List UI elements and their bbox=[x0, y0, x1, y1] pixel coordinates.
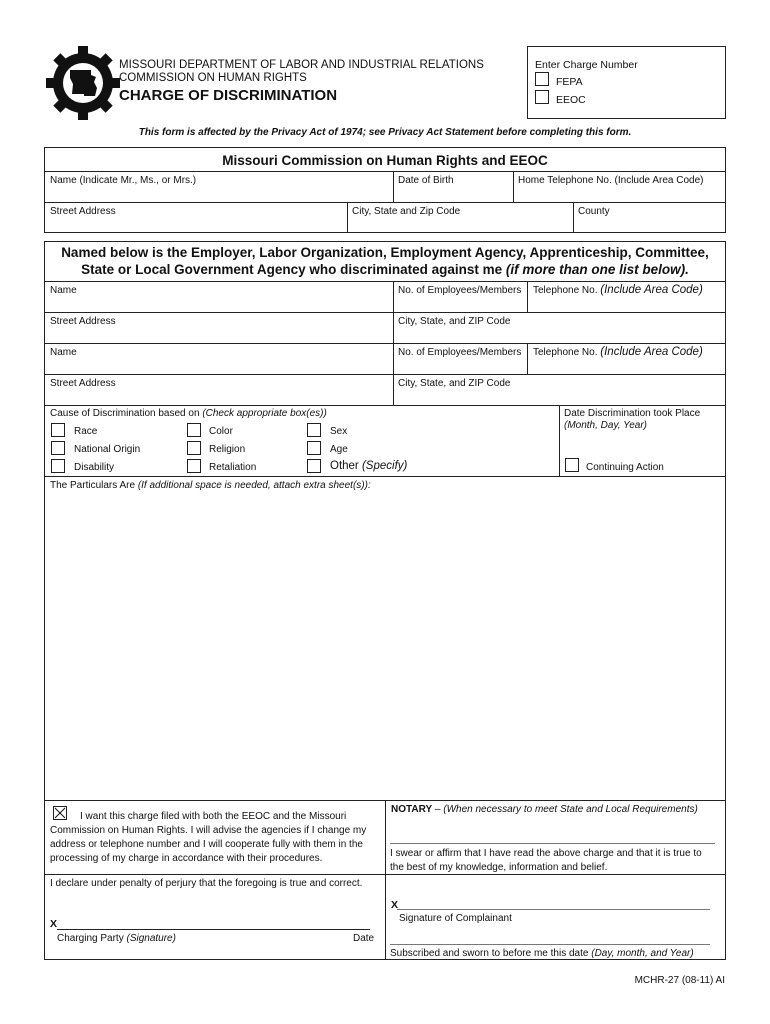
complainant-x: X bbox=[391, 899, 399, 911]
swear-line1: I swear or affirm that I have read the above charge and that it is true to bbox=[390, 848, 702, 859]
respondent-city-label: City, State, and ZIP Code bbox=[398, 378, 511, 389]
complainant-signature-label: Signature of Complainant bbox=[399, 913, 512, 924]
notary-label-bold: NOTARY bbox=[391, 804, 433, 815]
particulars-label-note: (If additional space is needed, attach extra sheet(s)): bbox=[137, 480, 371, 491]
employees-label: No. of Employees/Members bbox=[398, 347, 522, 358]
particulars-label bbox=[50, 480, 371, 491]
respondent-heading-line1: Named below is the Employer, Labor Organization, Employment Agency, Apprenticeship, Committee, bbox=[61, 245, 709, 260]
other-label-text: Other bbox=[330, 460, 362, 472]
dept-line1: MISSOURI DEPARTMENT OF LABOR AND INDUSTRIAL RELATIONS bbox=[119, 59, 484, 71]
home-phone-label: Home Telephone No. (Include Area Code) bbox=[518, 175, 704, 186]
county-label: County bbox=[578, 206, 610, 217]
respondent-phone-label bbox=[533, 284, 703, 296]
respondent-street-label: Street Address bbox=[50, 316, 116, 327]
complainant-section-title: Missouri Commission on Human Rights and EEOC bbox=[222, 153, 548, 168]
race-checkbox[interactable] bbox=[51, 423, 65, 437]
respondent-name-label: Name bbox=[50, 347, 77, 358]
disability-label: Disability bbox=[74, 462, 115, 473]
notary-label bbox=[391, 804, 698, 815]
charging-party-signature-line[interactable] bbox=[57, 929, 370, 930]
form-title: CHARGE OF DISCRIMINATION bbox=[119, 87, 338, 104]
notary-swear-text bbox=[390, 847, 722, 875]
respondent-phone-label-text: Telephone No. bbox=[533, 285, 601, 296]
dept-line2: COMMISSION ON HUMAN RIGHTS bbox=[119, 72, 307, 84]
complainant-name-label: Name (Indicate Mr., Ms., or Mrs.) bbox=[50, 175, 197, 186]
other-label bbox=[330, 460, 407, 472]
eeoc-label: EEOC bbox=[556, 94, 586, 106]
disability-checkbox[interactable] bbox=[51, 459, 65, 473]
subscribed-label-note: (Day, month, and Year) bbox=[591, 948, 694, 959]
other-label-note: (Specify) bbox=[361, 460, 408, 472]
signature-label-text: Charging Party bbox=[57, 933, 127, 944]
respondent-heading-line2-text: State or Local Government Agency who discriminated against me bbox=[81, 262, 506, 277]
employees-field-2[interactable] bbox=[394, 344, 526, 373]
fepa-checkbox[interactable] bbox=[535, 72, 549, 86]
certification-line1: I want this charge filed with both the EEOC and the Missouri bbox=[80, 811, 347, 822]
national-origin-checkbox[interactable] bbox=[51, 441, 65, 455]
complainant-city-label: City, State and Zip Code bbox=[352, 206, 461, 217]
respondent-phone-label-text: Telephone No. bbox=[533, 347, 601, 358]
date-of-birth-field[interactable] bbox=[394, 172, 512, 201]
retaliation-checkbox[interactable] bbox=[187, 459, 201, 473]
cause-label-text: Cause of Discrimination based on bbox=[50, 408, 203, 419]
continuing-action-label: Continuing Action bbox=[586, 462, 664, 473]
form-id: MCHR-27 (08-11) AI bbox=[634, 975, 725, 986]
certification-line4: processing of my charge in accordance with their procedures. bbox=[50, 853, 323, 864]
respondent-street-field-1[interactable] bbox=[45, 313, 392, 342]
respondent-phone-field-1[interactable] bbox=[528, 282, 725, 311]
employees-label: No. of Employees/Members bbox=[398, 285, 522, 296]
employees-field-1[interactable] bbox=[394, 282, 526, 311]
particulars-label-text: The Particulars Are bbox=[50, 480, 138, 491]
religion-label: Religion bbox=[209, 444, 246, 455]
swear-line2: the best of my knowledge, information and belief. bbox=[390, 862, 608, 873]
charge-number-label: Enter Charge Number bbox=[535, 59, 638, 71]
sex-label: Sex bbox=[330, 426, 348, 437]
respondent-city-label: City, State, and ZIP Code bbox=[398, 316, 511, 327]
complainant-signature-line[interactable] bbox=[397, 909, 710, 910]
respondent-name-field-2[interactable] bbox=[45, 344, 392, 373]
signature-label-note: (Signature) bbox=[126, 933, 176, 944]
eeoc-checkbox[interactable] bbox=[535, 90, 549, 104]
respondent-heading-line2-note: (if more than one list below). bbox=[505, 262, 689, 277]
respondent-name-label: Name bbox=[50, 285, 77, 296]
county-field[interactable] bbox=[574, 203, 725, 232]
national-origin-label: National Origin bbox=[74, 444, 141, 455]
respondent-street-label: Street Address bbox=[50, 378, 116, 389]
age-label: Age bbox=[330, 444, 348, 455]
certification-line3: address or telephone number and I will cooperate fully with them in the bbox=[50, 839, 363, 850]
respondent-heading-line2 bbox=[44, 262, 726, 277]
age-checkbox[interactable] bbox=[307, 441, 321, 455]
continuing-action-checkbox[interactable] bbox=[565, 458, 579, 472]
missouri-seal-icon bbox=[44, 44, 122, 122]
particulars-textarea[interactable] bbox=[45, 494, 725, 799]
cause-label-note: (Check appropriate box(es)) bbox=[202, 408, 327, 419]
notary-label-dash: – bbox=[432, 804, 444, 815]
color-label: Color bbox=[209, 426, 233, 437]
certification-line2: Commission on Human Rights. I will advise the agencies if I change my bbox=[50, 825, 367, 836]
signature-date-label: Date bbox=[353, 933, 375, 944]
home-phone-field[interactable] bbox=[514, 172, 725, 201]
respondent-phone-label-note: (Include Area Code) bbox=[600, 346, 703, 358]
respondent-phone-field-2[interactable] bbox=[528, 344, 725, 373]
sex-checkbox[interactable] bbox=[307, 423, 321, 437]
respondent-city-field-1[interactable] bbox=[394, 313, 725, 342]
date-discrimination-format: (Month, Day, Year) bbox=[564, 420, 647, 431]
race-label: Race bbox=[74, 426, 98, 437]
cause-label bbox=[50, 408, 327, 419]
date-discrimination-field[interactable] bbox=[560, 406, 725, 456]
complainant-street-field[interactable] bbox=[45, 203, 346, 232]
respondent-phone-label-note: (Include Area Code) bbox=[600, 284, 703, 296]
retaliation-label: Retaliation bbox=[209, 462, 257, 473]
subscribed-label-text: Subscribed and sworn to before me this date bbox=[390, 948, 592, 959]
subscribed-date-line[interactable] bbox=[390, 944, 710, 945]
certification-statement bbox=[50, 810, 381, 866]
privacy-note: This form is affected by the Privacy Act of 1974; see Privacy Act Statement before completing this form. bbox=[138, 127, 632, 138]
declaration-text: I declare under penalty of perjury that the foregoing is true and correct. bbox=[50, 878, 363, 889]
respondent-phone-label bbox=[533, 346, 703, 358]
color-checkbox[interactable] bbox=[187, 423, 201, 437]
charging-party-x: X bbox=[50, 918, 58, 930]
notary-label-note: (When necessary to meet State and Local Requirements) bbox=[443, 804, 698, 815]
other-checkbox[interactable] bbox=[307, 459, 321, 473]
complainant-city-field[interactable] bbox=[348, 203, 572, 232]
religion-checkbox[interactable] bbox=[187, 441, 201, 455]
date-discrimination-label: Date Discrimination took Place bbox=[564, 408, 701, 419]
subscribed-label bbox=[390, 948, 694, 959]
complainant-street-label: Street Address bbox=[50, 206, 116, 217]
fepa-label: FEPA bbox=[556, 76, 583, 88]
respondent-name-field-1[interactable] bbox=[45, 282, 392, 311]
notary-blank-line[interactable] bbox=[390, 843, 715, 844]
respondent-street-field-2[interactable] bbox=[45, 375, 392, 404]
charging-party-signature-label bbox=[57, 933, 176, 944]
complainant-name-field[interactable] bbox=[45, 172, 392, 201]
respondent-city-field-2[interactable] bbox=[394, 375, 725, 404]
date-of-birth-label: Date of Birth bbox=[398, 175, 454, 186]
